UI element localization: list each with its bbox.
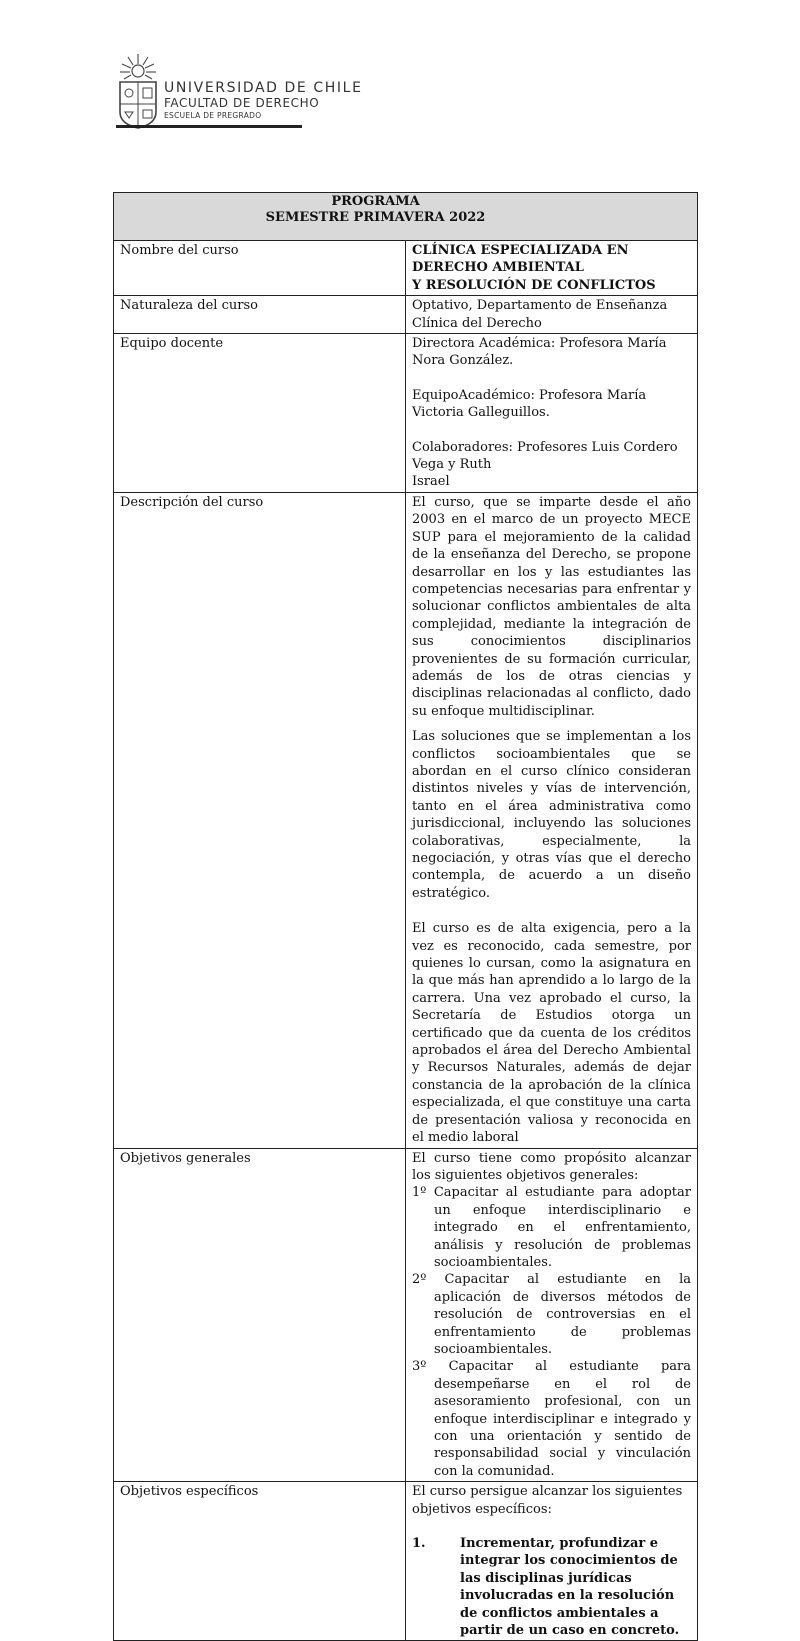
general-objective-item: 2º Capacitar al estudiante en la aplicación de diversos métodos de resolución de controversias en el enfrentamiento de problemas socioambientales. [412,1272,691,1357]
team-row [114,334,698,493]
course-name-line2: Y RESOLUCIÓN DE CONFLICTOS [412,277,656,293]
specific-objective-text: Incrementar, profundizar e integrar los conocimientos de las disciplinas jurídicas involucradas en la resolución de conflictos ambientales a partir de un caso en concreto. [460,1536,680,1639]
nature-value: Optativo, Departamento de Enseñanza Clínica del Derecho [406,296,698,334]
course-name-line1: CLÍNICA ESPECIALIZADA EN DERECHO AMBIENTAL [412,243,629,276]
specific-objective-number: 1. [412,1536,426,1552]
team-director: Directora Académica: Profesora María Nora González. [412,336,667,369]
school-name: ESCUELA DE PREGRADO [164,111,262,120]
specific-objectives-label: Objetivos específicos [114,1482,406,1641]
nature-label: Naturaleza del curso [114,296,406,334]
program-semester: SEMESTRE PRIMAVERA 2022 [265,210,486,225]
specific-objective-item [412,1535,691,1639]
course-name-value [406,241,698,296]
specific-objectives-intro: El curso persigue alcanzar los siguientes objetivos específicos: [412,1484,683,1517]
team-value [406,334,698,493]
general-objectives-label: Objetivos generales [114,1148,406,1482]
specific-objectives-value [406,1482,698,1641]
team-label: Equipo docente [114,334,406,493]
general-objectives-row [114,1148,698,1482]
program-title: PROGRAMA [331,194,420,209]
faculty-name: FACULTAD DE DERECHO [164,96,320,110]
description-row [114,492,698,1148]
team-collab-line1: Colaboradores: Profesores Luis Cordero Vega y Ruth [412,439,678,473]
course-name-label: Nombre del curso [114,241,406,296]
description-paragraph-1: El curso, que se imparte desde el año 2003 en el marco de un proyecto MECE SUP para el mejoramiento de la calidad de la enseñanza del Derecho, se propone desarrollar en los y las estudiantes las competencias necesarias para enfrentar y solucionar conflictos ambientales de alta complejidad, mediante la integración de sus conocimientos disciplinarios provenientes de su formación curricular, además de los de otras ciencias y disciplinas relacionadas al conflicto, dado su enfoque multidisciplinar. [412,494,691,719]
description-label: Descripción del curso [114,492,406,1148]
program-table [113,192,698,1641]
university-crest-icon [116,52,164,130]
team-academic: EquipoAcadémico: Profesora María Victoria Galleguillos. [412,387,647,421]
header-rule [116,125,302,128]
team-collab-line2: Israel [412,474,450,490]
description-paragraph-3: El curso es de alta exigencia, pero a la vez es reconocido, cada semestre, por quienes lo cursan, como la asignatura en la que más han aprendido a lo largo de la carrera. Una vez aprobado el curso, la Secretaría de Estudios otorga un certificado que da cuenta de los créditos aprobados el área del Derecho Ambiental y Recursos Naturales, además de dejar constancia de la aprobación de la clínica especializada, el que constituye una carta de presentación valiosa y reconocida en el medio laboral [412,921,691,1146]
general-objective-item: 1º Capacitar al estudiante para adoptar un enfoque interdisciplinario e integrado en el enfrentamiento, análisis y resolución de problemas socioambientales. [412,1185,691,1270]
description-paragraph-2: Las soluciones que se implementan a los conflictos socioambientales que se abordan en el curso clínico consideran distintos niveles y vías de intervención, tanto en el área administrativa como jurisdiccional, incluyendo las soluciones colaborativas, especialmente, la negociación, y otras vías que el derecho contempla, de acuerdo a un diseño estratégico. [412,729,691,901]
general-objectives-value [406,1148,698,1482]
course-name-row [114,241,698,296]
general-objectives-intro: El curso tiene como propósito alcanzar los siguientes objetivos generales: [412,1150,691,1183]
university-name: UNIVERSIDAD DE CHILE [164,80,363,96]
nature-row [114,296,698,334]
title-row [114,193,698,241]
general-objective-item: 3º Capacitar al estudiante para desempeñarse en el rol de asesoramiento profesional, con un enfoque interdisciplinar e integrado y con una orientación y sentido de responsabilidad social y vinculación con la comunidad. [412,1359,691,1479]
specific-objectives-row [114,1482,698,1641]
program-title-cell [114,193,698,241]
description-value [406,492,698,1148]
